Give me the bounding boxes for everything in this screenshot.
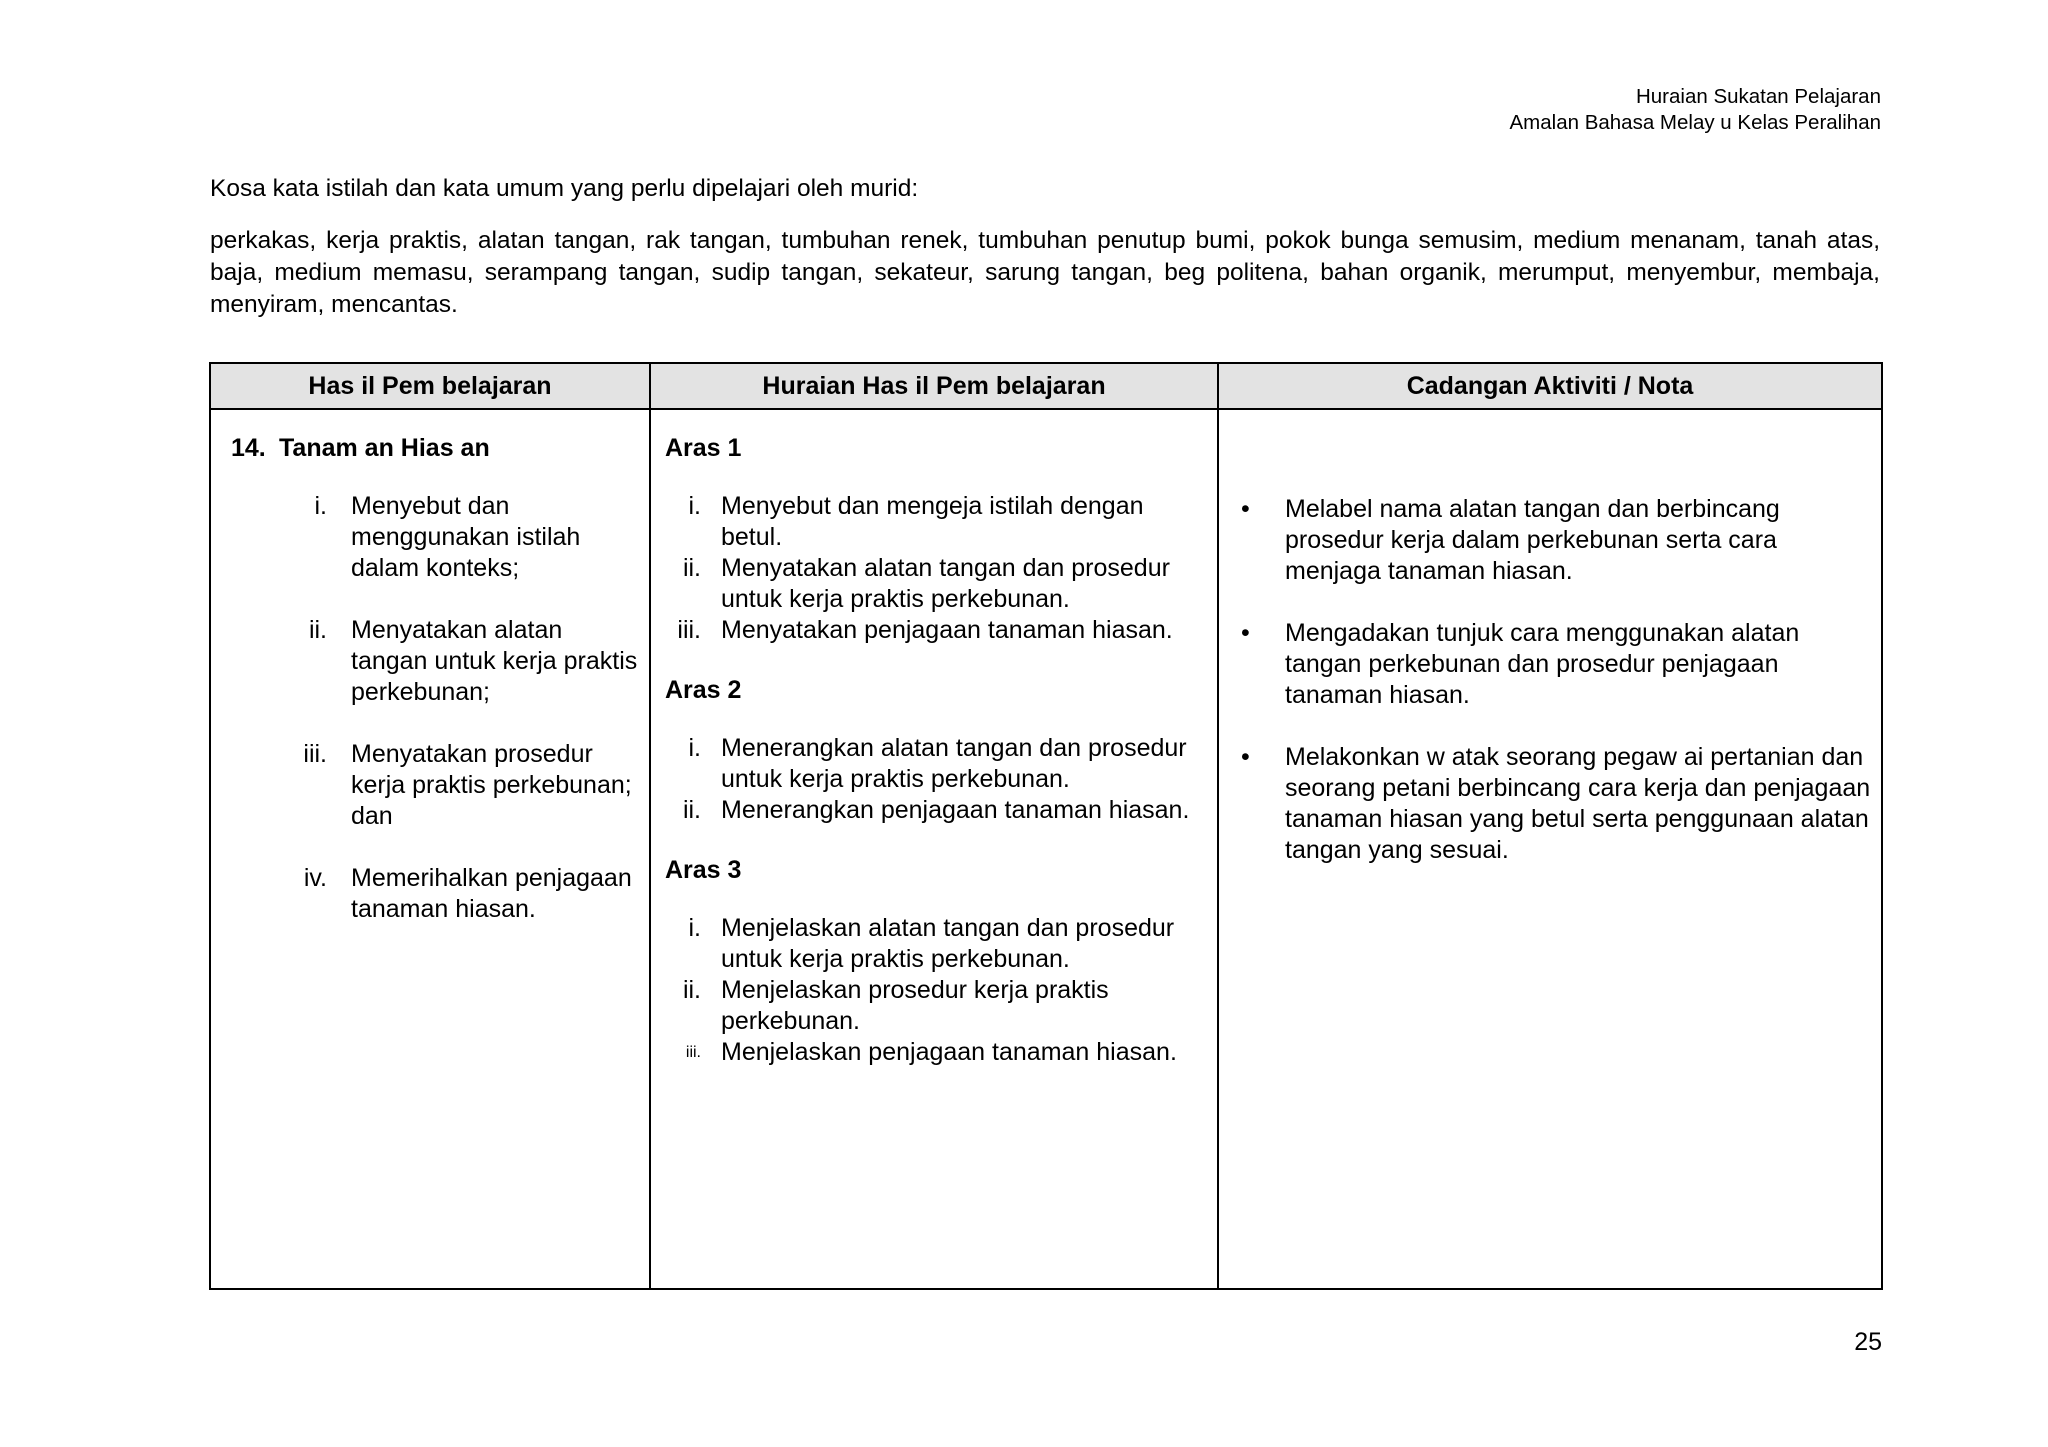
list-marker: i. [688, 914, 701, 942]
vocabulary-section [210, 173, 1880, 321]
list-marker: ii. [308, 616, 327, 644]
list-marker: i. [688, 492, 701, 520]
list-marker: ii. [682, 976, 701, 1004]
list-marker: ii. [682, 554, 701, 582]
vocabulary-heading: Kosa kata istilah dan kata umum yang perlu dipelajari oleh murid: [210, 175, 919, 202]
learning-outcome-cell [210, 409, 650, 1289]
curriculum-table [209, 362, 1883, 1290]
bullet-icon: • [1241, 743, 1250, 771]
page-number: 25 [1854, 1328, 1882, 1356]
list-item [665, 975, 1209, 1037]
list-item [1235, 742, 1871, 866]
activity-list [1235, 494, 1871, 866]
list-item-text: Menerangkan penjagaan tanaman hiasan. [721, 796, 1190, 824]
document-header [1510, 84, 1882, 136]
level-heading: Aras 1 [665, 434, 742, 462]
list-item [665, 795, 1209, 826]
header-line-2: Amalan Bahasa Melay u Kelas Peralihan [1509, 111, 1881, 134]
outcome-list [231, 491, 641, 925]
list-item-text: Menyatakan prosedur kerja praktis perkebunan; dan [351, 740, 632, 830]
table-header-row [210, 363, 1882, 409]
list-item-text: Menyatakan penjagaan tanaman hiasan. [721, 616, 1173, 644]
list-marker: i. [314, 492, 327, 520]
topic-title: Tanam an Hias an [279, 434, 490, 462]
list-item [665, 553, 1209, 615]
activity-suggestion-cell [1218, 409, 1882, 1289]
topic-heading [231, 433, 641, 464]
level-2-list [665, 733, 1209, 826]
list-item-text: Memerihalkan penjagaan tanaman hiasan. [351, 864, 632, 923]
list-item-text: Menyebut dan mengeja istilah dengan betul. [721, 492, 1144, 551]
list-item-text: Menerangkan alatan tangan dan prosedur untuk kerja praktis perkebunan. [721, 734, 1187, 793]
topic-number: 14. [231, 434, 266, 462]
list-item-text: Menjelaskan prosedur kerja praktis perkebunan. [721, 976, 1109, 1035]
list-item [231, 615, 641, 708]
list-marker: ii. [682, 796, 701, 824]
list-item [665, 615, 1209, 646]
list-marker: iv. [303, 864, 327, 892]
list-item [231, 863, 641, 925]
list-marker: iii. [685, 1044, 701, 1061]
list-item [231, 491, 641, 584]
table-body-row [210, 409, 1882, 1289]
level-1-list [665, 491, 1209, 646]
header-hasil-pembelajaran: Has il Pem belajaran [210, 363, 650, 409]
list-marker: iii. [303, 740, 327, 768]
level-heading: Aras 3 [665, 856, 742, 884]
list-item-text: Melakonkan w atak seorang pegaw ai pertanian dan seorang petani berbincang cara kerja dan penjagaan tanaman hiasan yang betul serta penggunaan alatan tangan yang sesuai. [1285, 743, 1871, 864]
list-item-text: Menyebut dan menggunakan istilah dalam konteks; [351, 492, 581, 582]
list-item [1235, 494, 1871, 587]
list-item-text: Melabel nama alatan tangan dan berbincang prosedur kerja dalam perkebunan serta cara menjaga tanaman hiasan. [1285, 495, 1780, 585]
list-item-text: Menjelaskan alatan tangan dan prosedur untuk kerja praktis perkebunan. [721, 914, 1175, 973]
list-item [665, 491, 1209, 553]
list-item-text: Menyatakan alatan tangan dan prosedur untuk kerja praktis perkebunan. [721, 554, 1170, 613]
list-item [665, 913, 1209, 975]
level-heading: Aras 2 [665, 676, 742, 704]
header-line-1: Huraian Sukatan Pelajaran [1635, 85, 1881, 108]
list-marker: i. [688, 734, 701, 762]
list-item [231, 739, 641, 832]
list-item [665, 1037, 1209, 1068]
bullet-icon: • [1241, 619, 1250, 647]
list-marker: iii. [677, 616, 701, 644]
level-3-list [665, 913, 1209, 1068]
list-item-text: Menyatakan alatan tangan untuk kerja praktis perkebunan; [351, 616, 638, 706]
outcome-description-cell [650, 409, 1218, 1289]
header-huraian-hasil-pembelajaran: Huraian Has il Pem belajaran [650, 363, 1218, 409]
list-item-text: Menjelaskan penjagaan tanaman hiasan. [721, 1038, 1177, 1066]
list-item [1235, 618, 1871, 711]
bullet-icon: • [1241, 495, 1250, 523]
list-item [665, 733, 1209, 795]
vocabulary-list: perkakas, kerja praktis, alatan tangan, rak tangan, tumbuhan renek, tumbuhan penutup bumi, pokok bunga semusim, medium menanam, tanah atas, baja, medium memasu, serampang tangan, sudip tangan, sekateur, sarung tangan, beg politena, bahan organik, merumput, menyembur, membaja, menyiram, mencantas. [210, 227, 1880, 318]
list-item-text: Mengadakan tunjuk cara menggunakan alatan tangan perkebunan dan prosedur penjagaan tanaman hiasan. [1285, 619, 1800, 709]
header-cadangan-aktiviti: Cadangan Aktiviti / Nota [1218, 363, 1882, 409]
